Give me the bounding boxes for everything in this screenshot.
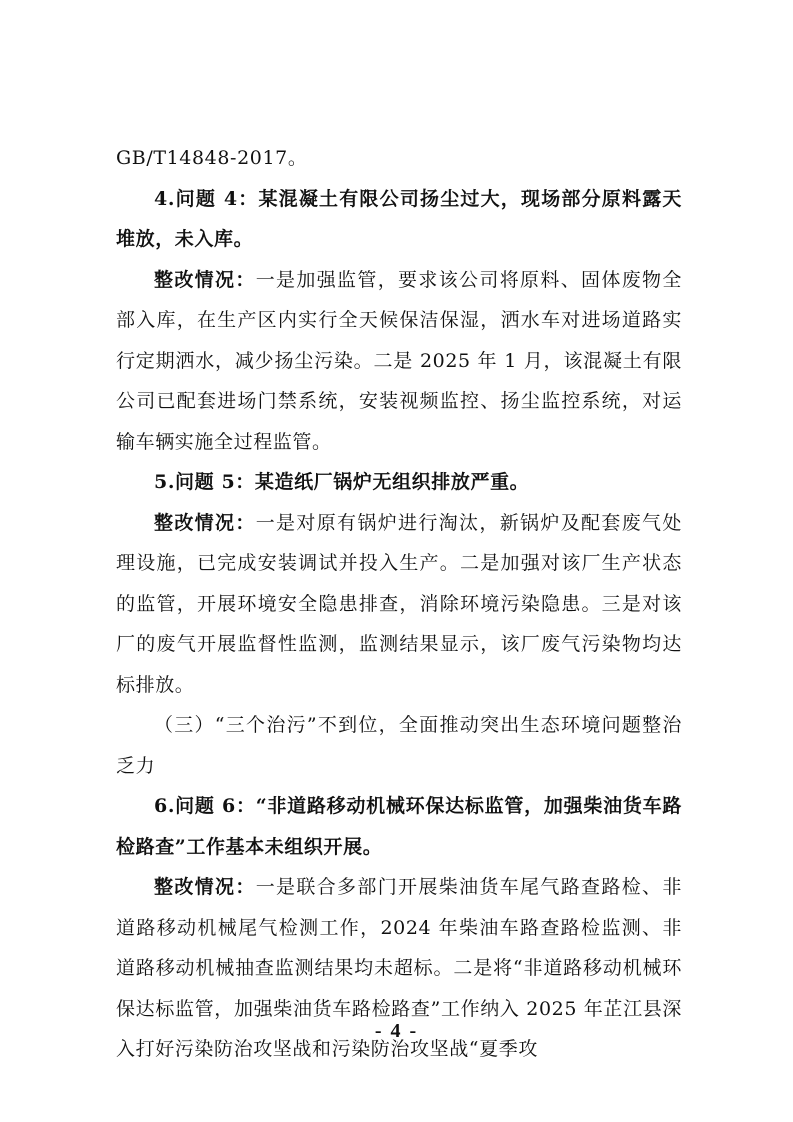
rectification-text: 一是联合多部门开展柴油货车尾气路查路检、非道路移动机械尾气检测工作，2024 年柴油车路查路检监测、非道路移动机械抽查监测结果均未超标。二是将“非道路移动机械环保达标监管，加强柴油货车路检路查”工作纳入 2025 年芷江县深入打好污染防治攻坚战和污染防治攻坚战“夏季攻 (116, 876, 682, 1060)
issue-5-heading: 5.问题 5：某造纸厂锅炉无组织排放严重。 (154, 471, 530, 493)
issue-4-heading: 4.问题 4：某混凝土有限公司扬尘过大，现场部分原料露天堆放，未入库。 (116, 187, 682, 250)
issue-4-rectification (116, 260, 682, 463)
rectification-label: 整改情况： (154, 876, 256, 898)
issue-5-rectification (116, 503, 682, 706)
document-body (116, 138, 682, 1070)
rectification-text: 一是对原有锅炉进行淘汰，新锅炉及配套废气处理设施，已完成安装调试并投入生产。二是加强对该厂生产状态的监管，开展环境安全隐患排查，消除环境污染隐患。三是对该厂的废气开展监督性监测，监测结果显示，该厂废气污染物均达标排放。 (116, 511, 682, 696)
rectification-text: 一是加强监管，要求该公司将原料、固体废物全部入库，在生产区内实行全天候保洁保湿，洒水车对进场道路实行定期洒水，减少扬尘污染。二是 2025 年 1 月，该混凝土有限公司已配套进场门禁系统，安装视频监控、扬尘监控系统，对运输车辆实施全过程监管。 (116, 268, 682, 453)
rectification-label: 整改情况： (154, 268, 256, 291)
page-number: - 4 - (374, 1020, 419, 1042)
section-3-heading: （三）“三个治污”不到位，全面推动突出生态环境问题整治乏力 (116, 714, 682, 777)
rectification-label: 整改情况： (154, 511, 256, 534)
issue-6-heading: 6.问题 6：“非道路移动机械环保达标监管，加强柴油货车路检路查”工作基本未组织开展。 (116, 795, 682, 858)
lead-line: GB/T14848-2017。 (116, 147, 308, 169)
